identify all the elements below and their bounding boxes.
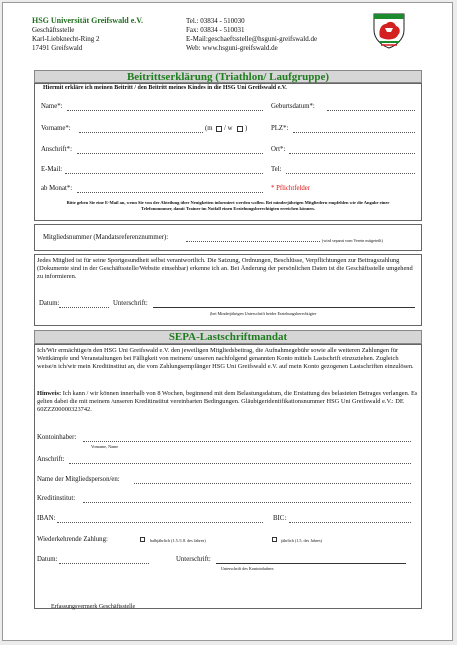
account-holder-label: Kontoinhaber: (37, 434, 77, 441)
sepa-hint-label: Hinweis: (37, 390, 62, 397)
member-name-field[interactable] (134, 483, 411, 484)
member-number-field[interactable] (186, 241, 320, 242)
gender-open: (m (205, 125, 213, 132)
bank-field[interactable] (83, 502, 411, 503)
birthdate-label: Geburtsdatum*: (271, 103, 315, 110)
sepa-signature-field[interactable] (216, 563, 406, 564)
office-street: Karl-Liebknecht-Ring 2 (32, 35, 100, 43)
membership-subtitle: Hiermit erkläre ich meinen Beitritt / den Beitritt meines Kindes in die HSG Uni Greifswald e.V. (43, 85, 287, 91)
sepa-address-label: Anschrift: (37, 456, 65, 463)
name-label: Name*: (41, 103, 63, 110)
consent-date-field[interactable] (59, 307, 109, 308)
firstname-field[interactable] (79, 132, 203, 133)
consent-signature-note: (bei Minderjährigen Unterschrift beider Erziehungsberechtigter (210, 311, 317, 316)
member-number-label: Mitgliedsnummer (Mandatsreferenznummer): (43, 234, 169, 241)
name-field[interactable] (67, 110, 263, 111)
club-logo-icon (371, 11, 407, 49)
bic-field[interactable] (289, 522, 411, 523)
bank-label: Kreditinstitut: (37, 495, 76, 502)
sepa-title: SEPA-Lastschriftmandat (34, 330, 422, 344)
org-name: HSG Universität Greifswald e.V. (32, 16, 144, 25)
office-note: Erfassungsvermerk Geschäftsstelle (51, 604, 136, 610)
yearly-label: jährlich (1.5. des Jahres) (281, 538, 323, 543)
iban-label: IBAN: (37, 515, 56, 522)
office-email[interactable]: E-Mail:geschaeftsstelle@hsguni-greifswald.de (186, 35, 318, 43)
from-month-field[interactable] (77, 192, 263, 193)
sepa-hint (37, 390, 419, 415)
city-field[interactable] (289, 153, 415, 154)
consent-text: Jedes Mitglied ist für seine Sportgesundheit selbst verantwortlich. Die Satzung, Ordnungen, Beschlüsse, Verpflichtungen zur Beitragszahlung (Dokumente sind in der Geschäftsstelle/Website einsehbar) erkenne ich an. Bei Änderung der persönlichen Daten ist die Geschäftsstelle umgehend zu informieren. (37, 257, 413, 281)
bic-label: BIC: (273, 515, 287, 522)
consent-signature-field[interactable] (153, 307, 415, 308)
zip-field[interactable] (293, 132, 415, 133)
tel-label: Tel: (271, 166, 282, 173)
account-holder-note: Vorname, Name (91, 444, 119, 449)
gender-female-checkbox[interactable] (237, 126, 243, 132)
sepa-date-field[interactable] (59, 563, 149, 564)
office-fax: Fax: 03834 - 510031 (186, 26, 245, 34)
consent-date-label: Datum: (39, 300, 60, 307)
address-field[interactable] (77, 153, 263, 154)
membership-title: Beitrittserklärung (Triathlon/ Laufgruppe) (34, 70, 422, 83)
gender-male-checkbox[interactable] (216, 126, 222, 132)
office-tel: Tel.: 03834 - 510030 (186, 17, 245, 25)
from-month-label: ab Monat*: (41, 185, 73, 192)
office-web[interactable]: Web: www.hsguni-greifswald.de (186, 44, 278, 52)
consent-signature-label: Unterschrift: (113, 300, 148, 307)
birthdate-field[interactable] (327, 110, 415, 111)
office-city: 17491 Greifswald (32, 44, 83, 52)
sepa-authorization-text: Ich/Wir ermächtige/n den HSG Uni Greifswald e.V. den jeweiligen Mitgliedsbeitrag, die Aufnahmegebühr sowie alle weiteren Zahlungen für Wettkämpfe und Veranstaltungen bei Fälligkeit von meinem/ unseren nachfolgend genannten Konto mittels Lastschrift einzuziehen. Zugleich weise/n ich/wir mein Kreditinstitut an, die vom Zahlungsempfänger HSG Uni Greifswald e.V. auf mein Konto gezogenen Lastschriften einzulösen. (37, 347, 414, 371)
iban-field[interactable] (57, 522, 263, 523)
office-label: Geschäftsstelle (32, 26, 75, 34)
member-number-note: (wird separat vom Verein mitgeteilt) (322, 238, 383, 243)
email-field[interactable] (65, 173, 263, 174)
account-holder-field[interactable] (83, 441, 411, 442)
zip-label: PLZ*: (271, 125, 289, 132)
sepa-date-label: Datum: (37, 556, 58, 563)
email-note: Bitte geben Sie eine E-Mail an, wenn Sie von der Abteilung über Neuigkeiten informiert werden wollen. Bei minderjährigen Mitgliedern empfehlen wir die Angabe einer Telefonnummer, damit Trainer im Notfall einen Erziehungsberechtigten erreichen können. (66, 200, 390, 211)
address-label: Anschrift*: (41, 146, 72, 153)
sepa-signature-note: Unterschrift des Kontoinhabers (221, 566, 274, 571)
recurring-label: Wiederkehrende Zahlung: (37, 536, 108, 543)
required-note: * Pflichtfelder (271, 185, 311, 192)
half-yearly-label: halbjährlich (1.5./1.8. des Jahres) (150, 538, 206, 543)
sepa-signature-label: Unterschrift: (176, 556, 211, 563)
tel-field[interactable] (286, 173, 415, 174)
firstname-label: Vorname*: (41, 125, 71, 132)
gender-close: ) (245, 125, 248, 132)
form-page (2, 2, 453, 641)
sepa-address-field[interactable] (69, 463, 411, 464)
city-label: Ort*: (271, 146, 286, 153)
sepa-hint-text: Ich kann / wir können innerhalb von 8 Wochen, beginnend mit dem Belastungsdatum, die Erstattung des belasteten Betrages verlangen. Es gelten dabei die mit meinem /unseren Kreditinstitut vereinbarten Bedingungen. Gläubigeridentifikationsnummer HSG Uni Greifswald e.V.: DE 60ZZZ00000323742. (37, 390, 418, 414)
gender-mid: / w (224, 125, 233, 132)
member-name-label: Name der Mitgliedsperson/en: (37, 476, 120, 483)
yearly-checkbox[interactable] (272, 537, 277, 542)
half-yearly-checkbox[interactable] (140, 537, 145, 542)
email-label: E-Mail: (41, 166, 63, 173)
